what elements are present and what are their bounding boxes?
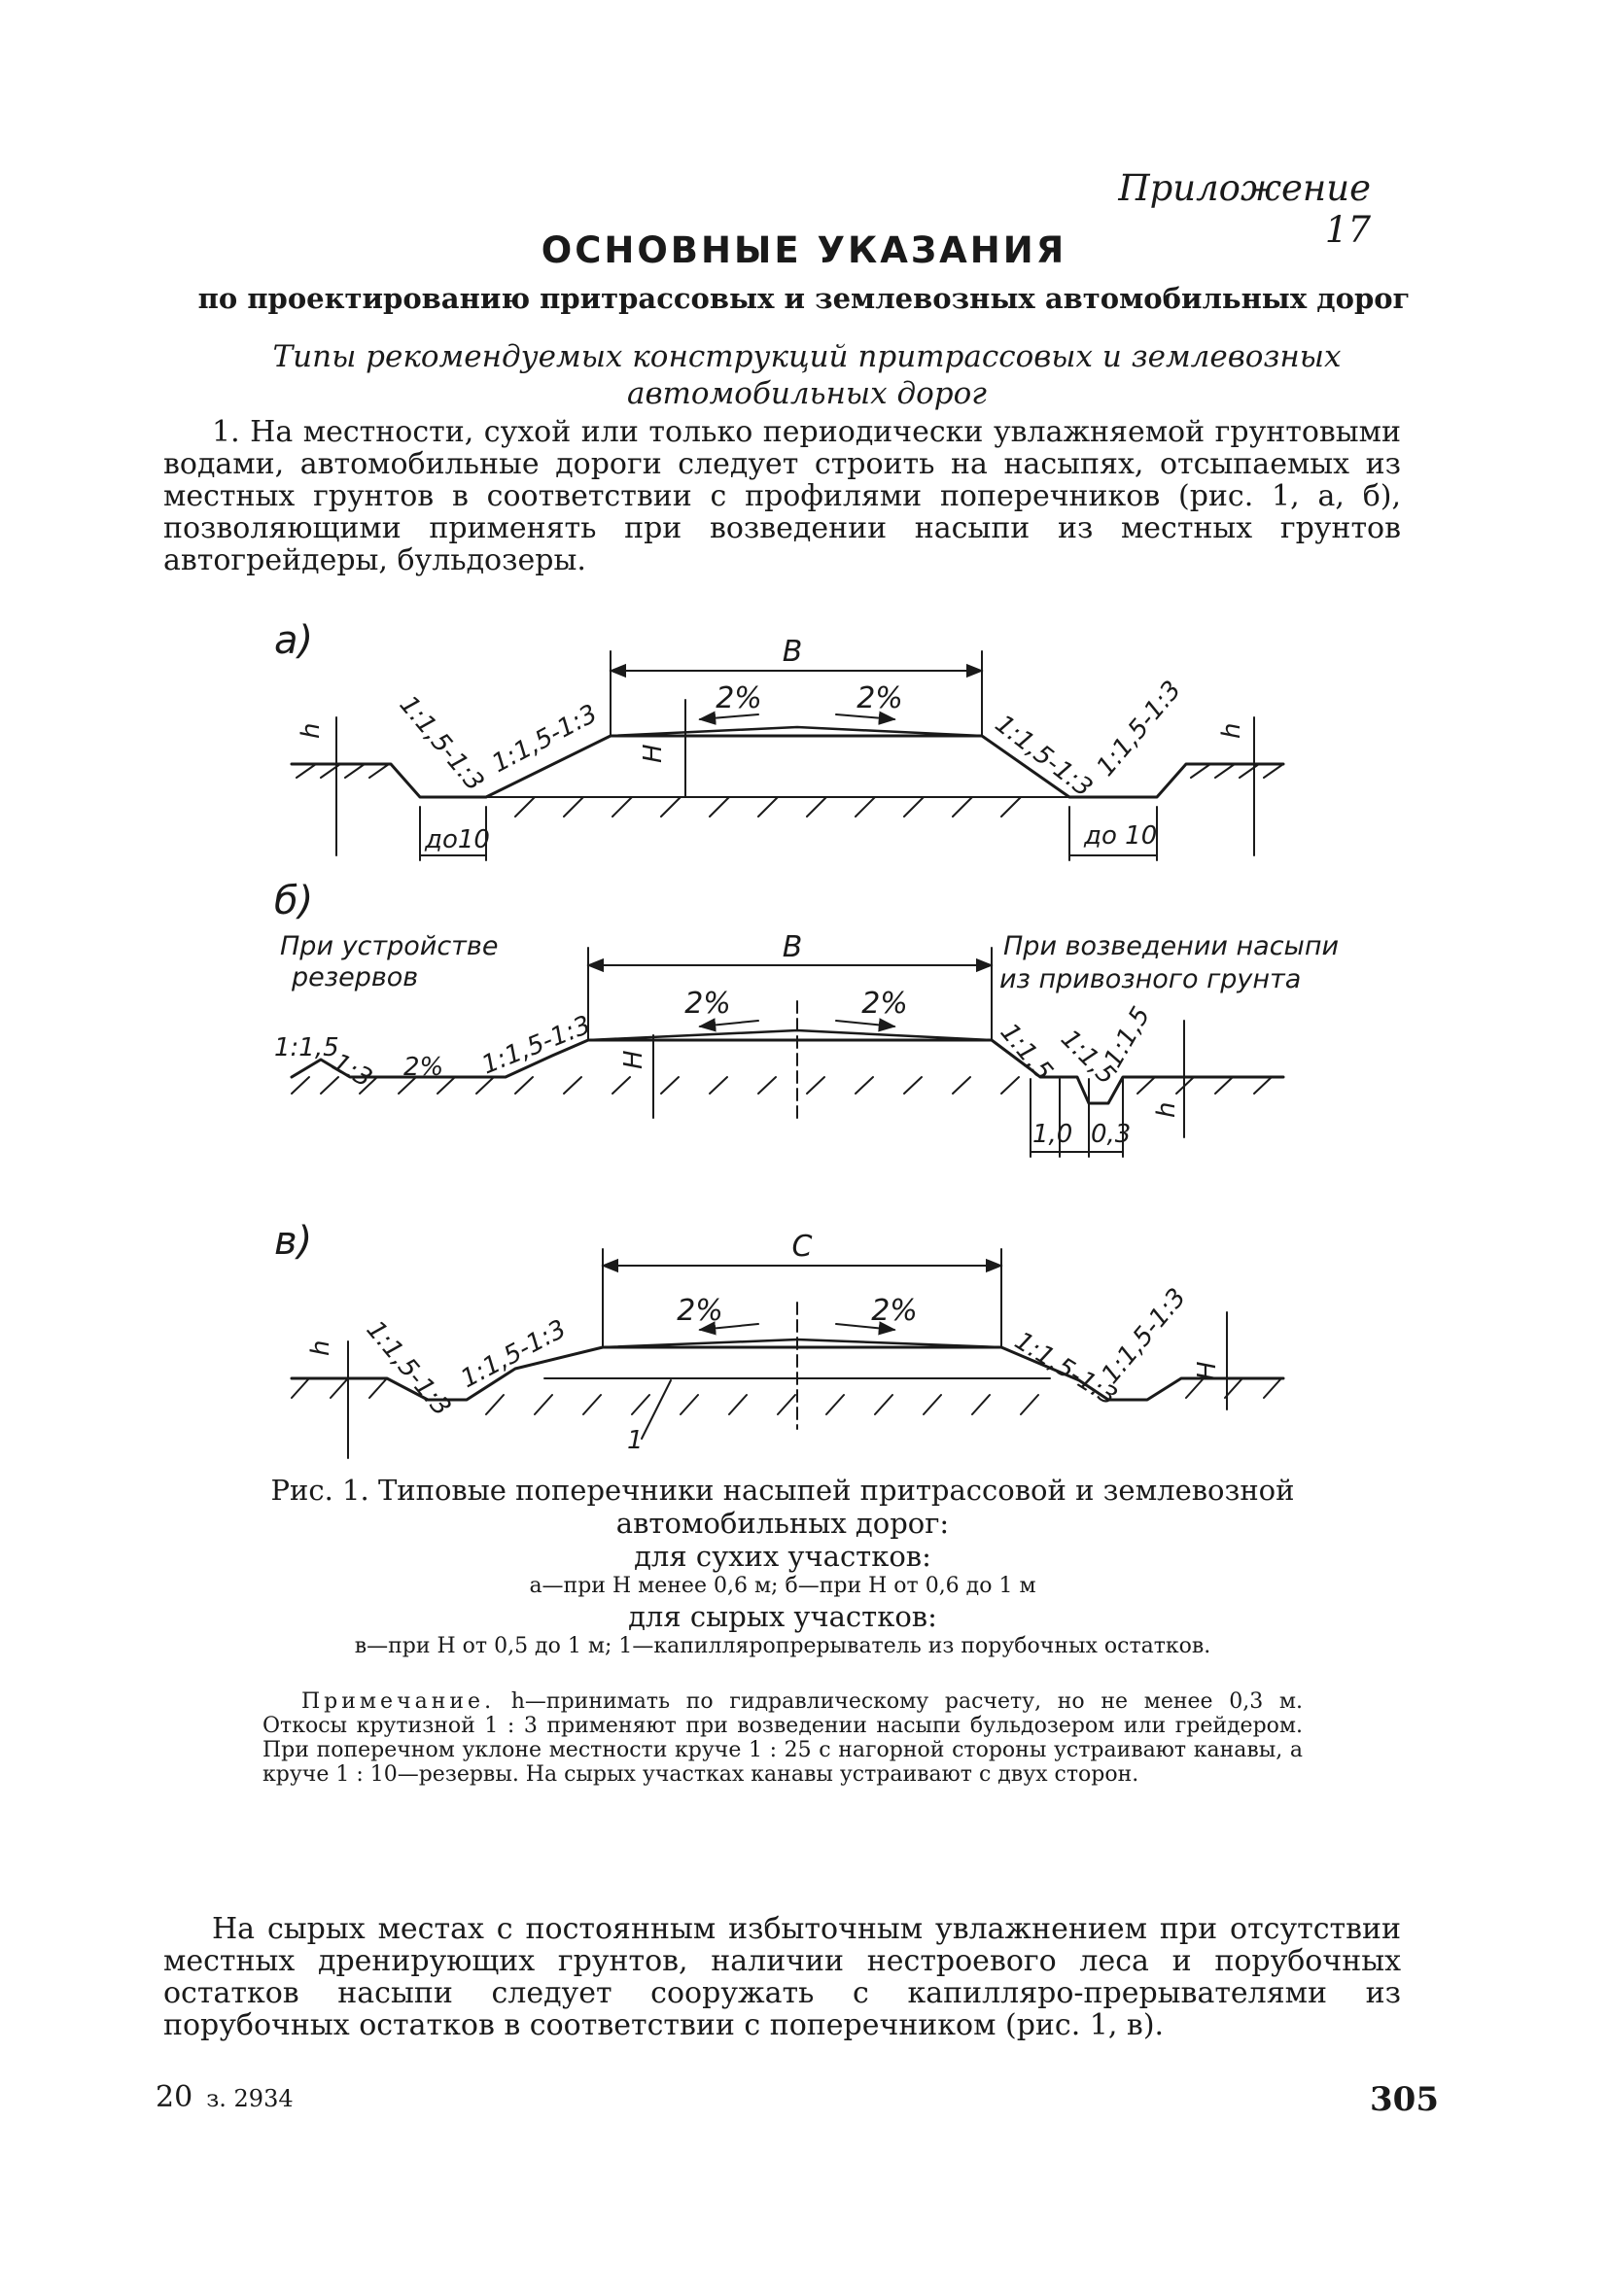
width-label-c: С xyxy=(791,1230,813,1264)
grade-label-b-right: 2% xyxy=(861,987,908,1021)
depth-label-a-left: h xyxy=(297,722,326,739)
grade-label-a-left: 2% xyxy=(716,681,762,715)
caption-wet-detail: в—при Н от 0,5 до 1 м; 1—капилляропрерыватель из порубочных остатков. xyxy=(354,1634,1211,1658)
reserve-slope-inner-b: 1:3 xyxy=(327,1048,377,1094)
ditch-dim-b-2: 0,3 xyxy=(1091,1120,1132,1149)
caption-wet-heading: для сырых участков: xyxy=(628,1600,937,1633)
height-label-a: Н xyxy=(639,744,668,763)
figure-caption xyxy=(262,1474,1303,1660)
depth-label-b: h xyxy=(1152,1101,1181,1118)
footer-sheet-number: 20 xyxy=(156,2080,193,2114)
footer-signature xyxy=(156,2080,294,2114)
note-b-right-line-2: из привозного грунта xyxy=(999,964,1302,994)
appendix-label: Приложение 17 xyxy=(1118,167,1371,251)
ditch-slope-b-2: 1:1,5 xyxy=(1099,1001,1157,1073)
slope-label-a-right-fill: 1:1,5-1:3 xyxy=(989,709,1099,804)
note-label: Примечание. xyxy=(301,1689,496,1714)
ditch-dim-b-1: 1,0 xyxy=(1032,1120,1073,1149)
width-label-b: В xyxy=(782,930,803,964)
height-label-c: Н xyxy=(1193,1361,1222,1380)
label-a: а) xyxy=(274,618,314,663)
ground-hatch-a xyxy=(297,764,1283,817)
note-b-left-line-2: резервов xyxy=(292,962,419,992)
caption-dry-detail: а—при Н менее 0,6 м; б—при Н от 0,6 до 1 м xyxy=(529,1574,1036,1598)
grade-label-c-left: 2% xyxy=(677,1294,723,1328)
slope-label-a-right-cut: 1:1,5-1:3 xyxy=(1091,675,1188,783)
ditch-label-a-left: до10 xyxy=(425,825,490,854)
label-b: б) xyxy=(274,879,314,923)
depth-label-a-right: h xyxy=(1217,722,1246,739)
width-label-a: В xyxy=(782,635,803,669)
note-b-left-line-1: При устройстве xyxy=(280,931,499,961)
grade-label-b-left: 2% xyxy=(684,987,731,1021)
grade-arrow-b-left xyxy=(700,1021,758,1026)
note-b-right-line-1: При возведении насыпи xyxy=(1003,931,1340,961)
reserve-grade-b: 2% xyxy=(403,1053,444,1082)
paragraph-1: 1. На местности, сухой или только периодически увлажняемой грунтовыми водами, автомобильные дороги следует строить на насыпях, отсыпаемых из местных грунтов в соответствии с профилями поперечников (рис. 1, а, б), позволяющими применять при возведении насыпи из местных грунтов автогрейдеры, бульдозеры. xyxy=(163,415,1401,577)
page-subtitle: по проектированию притрассовых и землевозных автомобильных дорог xyxy=(197,282,1411,315)
note-text: h—принимать по гидравлическому расчету, но не менее 0,3 м. Откосы крутизной 1 : 3 применяют при возведении насыпи бульдозером или грейдером. При поперечном уклоне местности круче 1 : 25 с нагорной стороны устраивают канавы, а круче 1 : 10—резервы. На сырых участках канавы устраивают с двух сторон. xyxy=(262,1689,1303,1787)
callout-line-c xyxy=(642,1380,671,1439)
paragraph-2: На сырых местах с постоянным избыточным увлажнением при отсутствии местных дренирующих грунтов, наличии нестроевого леса и порубочных остатков насыпи следует сооружать с капилляро-прерывателями из порубочных остатков в соответствии с поперечником (рис. 1, в). xyxy=(163,1912,1401,2042)
grade-arrow-b-right xyxy=(836,1021,894,1026)
depth-label-c-left: h xyxy=(306,1339,335,1356)
figure-note xyxy=(262,1689,1303,1787)
slope-label-a-left-fill: 1:1,5-1:3 xyxy=(487,699,603,780)
grade-label-c-right: 2% xyxy=(871,1294,918,1328)
slope-label-c-right-cut: 1:1,5-1:3 xyxy=(1096,1282,1193,1390)
ground-line-a xyxy=(292,764,1069,797)
caption-dry-heading: для сухих участков: xyxy=(634,1540,931,1573)
page-number: 305 xyxy=(1370,2080,1439,2119)
slope-label-b-right: 1:1,5 xyxy=(994,1018,1059,1087)
slope-label-c-right-fill: 1:1,5-1:3 xyxy=(1009,1326,1123,1412)
footer-order-number: з. 2934 xyxy=(206,2085,294,2112)
caption-main: Рис. 1. Типовые поперечники насыпей притрассовой и землевозной автомобильных дорог: xyxy=(270,1474,1295,1540)
ditch-slope-b-1: 1:1,5 xyxy=(1055,1024,1122,1092)
page-title: ОСНОВНЫЕ УКАЗАНИЯ xyxy=(541,229,1067,271)
section-heading-line-1: Типы рекомендуемых конструкций притрассовых и землевозных xyxy=(272,339,1342,374)
slope-label-a-left-cut: 1:1,5-1:3 xyxy=(393,690,490,797)
slope-label-c-left-cut: 1:1,5-1:3 xyxy=(360,1315,457,1422)
height-label-b: Н xyxy=(619,1050,648,1069)
slope-label-b-left: 1:1,5-1:3 xyxy=(477,1010,595,1081)
reserve-slope-outer-b: 1:1,5 xyxy=(274,1033,339,1062)
slope-label-c-left-fill: 1:1,5-1:3 xyxy=(456,1314,572,1395)
grade-label-a-right: 2% xyxy=(856,681,903,715)
callout-label-c: 1 xyxy=(627,1426,644,1455)
label-c: в) xyxy=(274,1219,313,1264)
section-heading-line-2: автомобильных дорог xyxy=(627,376,987,411)
ditch-label-a-right: до 10 xyxy=(1084,821,1158,851)
